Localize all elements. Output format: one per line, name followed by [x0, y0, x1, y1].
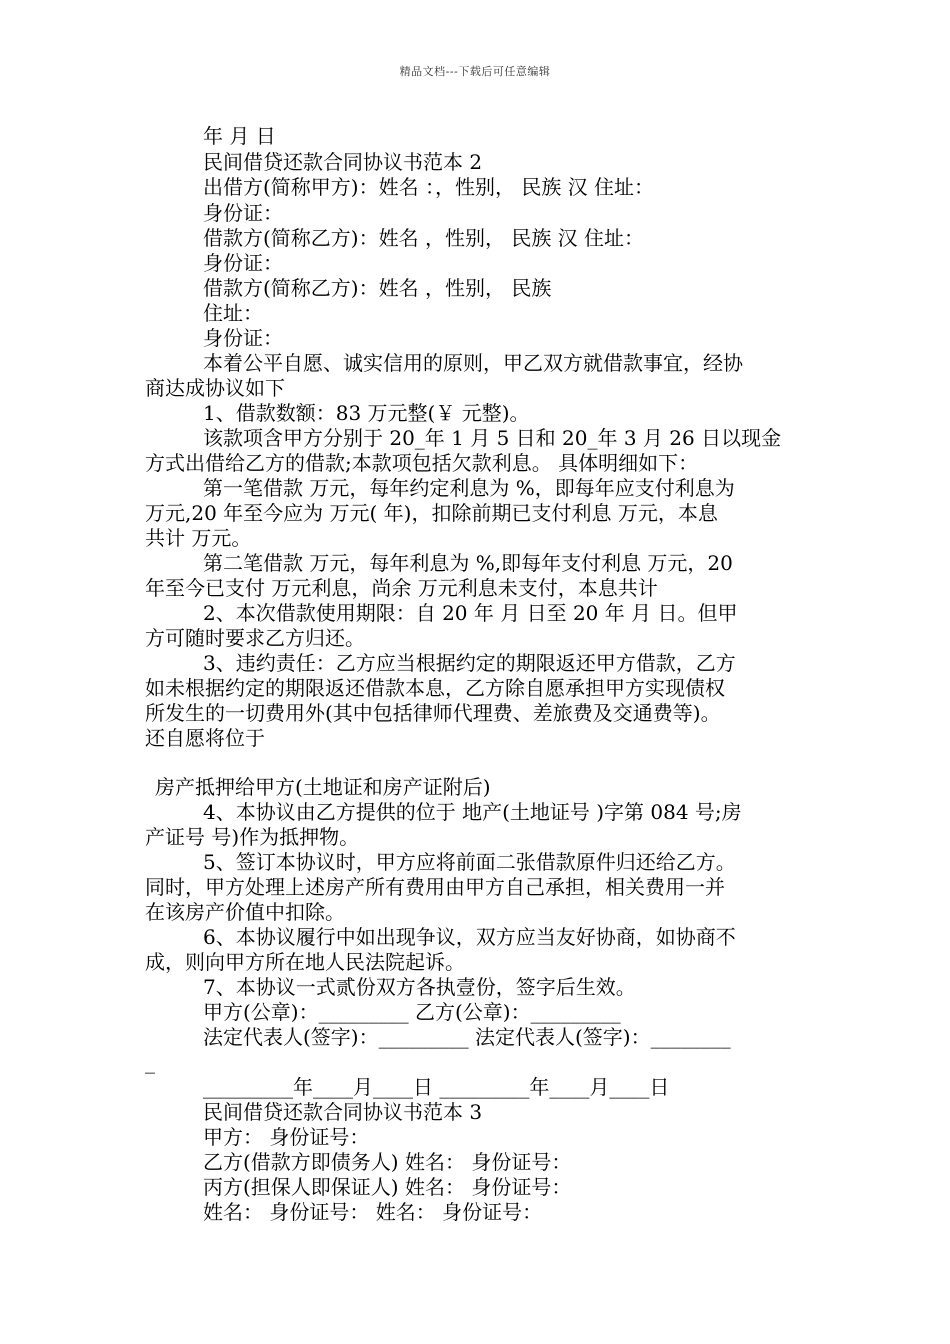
- signature-line: _: [145, 1050, 155, 1074]
- text-line: 6、本协议履行中如出现争议，双方应当友好协商，如协商不: [203, 925, 736, 949]
- text-line: 3、违约责任：乙方应当根据约定的期限返还甲方借款，乙方: [203, 651, 736, 675]
- text-line: 身份证：: [203, 251, 283, 275]
- text-line: 1、借款数额：83 万元整(￥ 元整)。: [203, 401, 530, 425]
- text-line: 在该房产价值中扣除。: [145, 900, 345, 924]
- text-line: 共计 万元。: [145, 526, 252, 550]
- text-line: 住址：: [203, 301, 263, 325]
- signature-line: 法定代表人(签字)：_________ 法定代表人(签字)：________: [203, 1025, 731, 1049]
- section-title: 民间借贷还款合同协议书范本 2: [203, 150, 483, 174]
- text-line: 身份证：: [203, 201, 283, 225]
- text-line: 商达成协议如下: [145, 376, 285, 400]
- text-line: 房产抵押给甲方(土地证和房产证附后): [155, 775, 491, 799]
- text-line: 产证号 号)作为抵押物。: [145, 825, 360, 849]
- text-line: 出借方(简称甲方)：姓名 ：，性别， 民族 汉 住址：: [203, 175, 655, 199]
- date-line: _________年____月____日 _________年____月____日: [203, 1075, 670, 1099]
- text-line: 万元,20 年至今应为 万元( 年)，扣除前期已支付利息 万元，本息: [145, 501, 718, 525]
- text-line: 方可随时要求乙方归还。: [145, 626, 365, 650]
- text-line: 4、本协议由乙方提供的位于 地产(土地证号 )字第 084 号;房: [203, 800, 742, 824]
- text-line: 第一笔借款 万元，每年约定利息为 %，即每年应支付利息为: [203, 476, 735, 500]
- page-header: 精品文档---下载后可任意编辑: [399, 65, 551, 78]
- text-line: 借款方(简称乙方)：姓名 ，性别， 民族: [203, 276, 552, 300]
- text-line: 还自愿将位于: [145, 726, 265, 750]
- text-line: 乙方(借款方即债务人) 姓名： 身份证号：: [203, 1150, 572, 1174]
- date-line: 年 月 日: [203, 124, 276, 148]
- text-line: 身份证：: [203, 326, 283, 350]
- section-title: 民间借贷还款合同协议书范本 3: [203, 1100, 483, 1124]
- text-line: 成，则向甲方所在地人民法院起诉。: [145, 950, 465, 974]
- text-line: 方式出借给乙方的借款;本款项包括欠款利息。 具体明细如下：: [145, 451, 699, 475]
- text-line: 丙方(担保人即保证人) 姓名： 身份证号：: [203, 1175, 572, 1199]
- text-line: 2、本次借款使用期限：自 20 年 月 日至 20 年 月 日。但甲: [203, 601, 738, 625]
- signature-line: 甲方(公章)：_________ 乙方(公章)：_________: [203, 1000, 621, 1024]
- text-line: 甲方： 身份证号：: [203, 1125, 370, 1149]
- text-line: 7、本协议一式贰份双方各执壹份，签字后生效。: [203, 975, 636, 999]
- text-line: 5、签订本协议时，甲方应将前面二张借款原件归还给乙方。: [203, 850, 736, 874]
- text-line: 姓名： 身份证号： 姓名： 身份证号：: [203, 1200, 543, 1224]
- text-line: 如未根据约定的期限返还借款本息，乙方除自愿承担甲方实现债权: [145, 676, 725, 700]
- text-line: 同时，甲方处理上述房产所有费用由甲方自己承担，相关费用一并: [145, 875, 725, 899]
- text-line: 本着公平自愿、诚实信用的原则，甲乙双方就借款事宜，经协: [203, 351, 743, 375]
- text-line: 借款方(简称乙方)：姓名 ，性别， 民族 汉 住址：: [203, 226, 645, 250]
- text-line: 所发生的一切费用外(其中包括律师代理费、差旅费及交通费等)。: [145, 701, 721, 725]
- text-line: 第二笔借款 万元，每年利息为 %,即每年支付利息 万元，20: [203, 551, 733, 575]
- text-line: 该款项含甲方分别于 20_年 1 月 5 日和 20_年 3 月 26 日以现金: [203, 426, 782, 450]
- text-line: 年至今已支付 万元利息，尚余 万元利息未支付，本息共计: [145, 576, 658, 600]
